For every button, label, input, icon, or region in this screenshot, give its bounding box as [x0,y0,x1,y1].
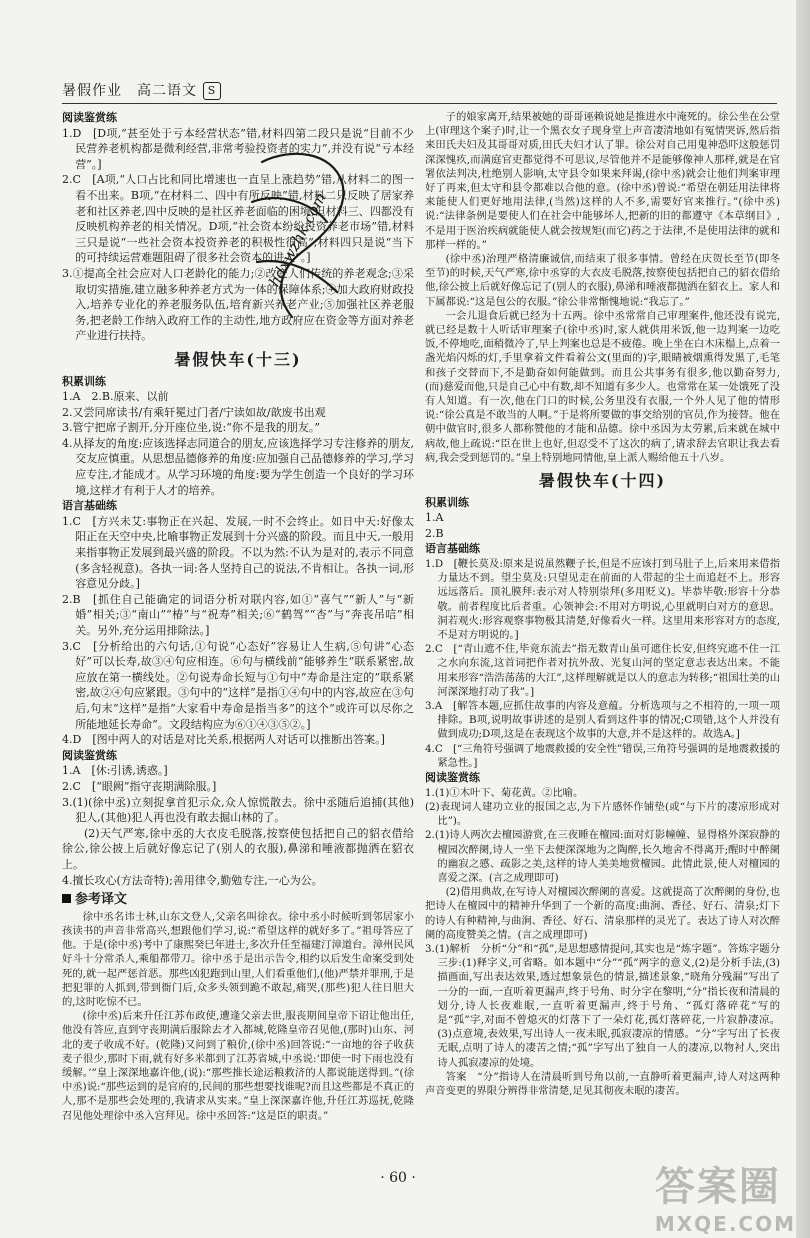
answer-item: 1.A [425,511,444,525]
answer-item: 1.D [鞭长莫及:原来是说虽然鞭子长,但是不应该打到马肚子上,后来用来借指力量达不到。望尘莫及:只望见走在前面的人带起的尘土而追赶不上。形容远远落后。顶礼膜拜:表示对人特别崇拜(多用贬义)。毕恭毕敬:形容十分恭敬。前者程度比后者重。心领神会:不用对方明说,心里就明白对方的意思。洞若观火:形容观察事物极其清楚,好像看火一样。这里用来形容对方的态度,不是对方明说的。] [425,558,780,642]
answer-item: 2.C [A项,“人口占比和同比增速也一直呈上涨趋势”错,从材料二的图一看不出来。B项,“在材料二、四中有所反映”错,材料二只反映了居家养老和社区养老,四中反映的是社区养老面临的困境,但材料三、四都没有反映机构养老的相关情况。D项,“社会资本纷纷投资养老市场”错,材料三只是说“一些社会资本投资养老的积极性很高”,材料四只是说“当下的可持续运营难题阻碍了很多社会资本的进入”。] [62,173,414,265]
reference-translation-heading: 参考译文 [62,892,127,908]
section-heading: 暑假快车(十四) [538,471,667,491]
answer-item: 2.B [抓住自己能确定的词语分析对联内容,如①“喜气”“新人”与“新婚”相关;③“南山”“椿”与“祝寿”相关;⑥“鹤驾”“杏”与“奔丧吊唁”相关。另外,充分运用排除法。] [62,592,414,637]
watermark-url: MXQE.COM [654,1212,796,1236]
translation-paragraph: 徐中丞名讳士林,山东文登人,父亲名叫徐衣。徐中丞小时候听到邻居家小孩读书的声音非常高兴,想跟他们学习,说:“希望这样的就好多了。”祖母答应了他。于是(徐中丞)考中了康熙癸巳年进士,多次升任至福建汀漳道台。漳州民风好斗十分常杀人,乘船都带刀。徐中丞于是出示告令,相约以后发生命案受到处死的,就一起严惩首恶。那些凶犯跑到山里,人们看重他们,(他)严禁并罪刑,于是把犯罪的人抓到,带到衙门后,众多头领到跪不敢起,痛哭,(那些)犯人往日胆大的,这时吃惊不已。 [62,910,414,1008]
answer-item: 1.A [休:引诱,诱惑。] [62,764,168,778]
header-title: 暑假作业 高二语文 [62,83,197,99]
answer-item: 4.D [图中两人的对话是对比关系,根据两人对话可以推断出答案。] [62,733,385,747]
answer-item: (2)表现词人建功立业的报国之志,为下片感怀作铺垫(或“与下片的凄凉形成对比”)。 [425,800,780,828]
answer-item: 答案 “分”指诗人在清晨听到号角以前,一直静听着更漏声,诗人对这两种声音变更的界限分辨得非常清楚,足见其彻夜未眠的凄苦。 [425,1070,780,1097]
square-bullet-icon [62,894,71,903]
answer-item: 2.又尝同席读书/有乘轩冕过门者/宁读如故/歆废书出观 [62,405,326,419]
answer-item: 2.B [425,526,444,540]
answer-item: 3.C [分析给出的六句话,①句说“心态好”容易让人生病,⑤句讲“心态好”可以长寿,故③④句应相连。⑥句与横线前“能够养生”联系紧密,故应放在第一横线处。②句说寿命长短与①句中“寿命是注定的”联系紧密,故②④句应紧跟。③句中的“这样”是指①④句中的内容,故应在③句后,句末“这样”是指“大家看中寿命是指当多”的这个“或许可以尽你之所能地延长寿命”。文段结构应为⑥①④③⑤②。] [62,639,414,731]
answer-item: 3.(1)(徐中丞)立刻捉拿首犯示众,众人惊慌散去。徐中丞随后追捕(其他)犯人,(其他)犯人再也没有敢去掘山林的了。 [62,795,414,825]
stamp-text: hdxwzhk.com [265,189,330,290]
answer-item: 2.C [“青山遮不住,毕竟东流去”指无数青山虽可遮住长安,但终究遮不住一江之水向东流,这首词把作者对抗外敌、光复山河的坚定意志表达出来。不能用来形容“浩浩荡荡的大江”,这样理解就是以人的意志为转移;“祖国壮美的山河深深地打动了我”。] [425,643,780,698]
answer-item: (2)天气严寒,徐中丞的大衣皮毛脱落,按察使包括把自己的貂衣借给徐公,徐公披上后就好像忘记了(别人的衣服),鼻涕和唾液都抛洒在貂衣上。 [62,826,414,871]
watermark-logo: 答案圈 [654,1164,781,1210]
answer-item: 4.C [“三角符号强调了地震救援的安全性”错误,三角符号强调的是地震救援的紧急性。] [425,742,780,769]
answer-item: 4.从择友的角度:应该选择志同道合的朋友,应该选择学习专注修养的朋友,交友应慎重。从思想品德修养的角度:应加强自己品德修养的学习,学习应专注,才能成才。从学习环境的角度:要为学生创造一个良好的学习环境,这样才有利于人才的培养。 [62,436,414,497]
subject-badge: S [203,82,221,100]
answer-item: 2.(1)诗人两次去檀园游赏,在三夜睡在檀园:面对灯影幢幢、显得格外深寂静的檀园次醉阑,诗人一坐下去便深深地为之陶醉,长久地舍不得离开;醒时中醉阑的幽寂之感、疏影之美,这样的诗人美美地赏檀园。此情此景,使人对檀园的喜爱之深。(言之成理即可) [425,829,780,884]
handwritten-stamp [232,142,372,332]
answer-item: 1.C [方兴未艾:事物正在兴起、发展,一时不会终止。如日中天:好像太阳正在天空中央,比喻事物正发展到十分兴盛的阶段。而且中天,一般用来指事物正发展到最兴盛的阶段。不以为然:不认为是对的,表示不同意(多含轻视意)。各执一词:各人坚持自己的说法,不肯相让。各执一词,形容意见分歧。] [62,514,414,591]
answer-item: 1.(1)①木叶下、菊花黄。②比喻。 [425,786,584,799]
section-title: 语言基础练 [425,542,480,556]
section-title: 语言基础练 [62,499,117,513]
section-title: 阅读鉴赏练 [425,771,480,785]
right-column [425,110,780,1098]
answer-item: 2.C [“眼阙”指守丧期满除服。] [62,779,217,793]
header-divider [62,103,777,104]
translation-paragraph: (徐中丞)治理严格清廉诚信,而结束了很多事情。曾经在庆贺长至节(即冬至节)的时候,天气严寒,徐中丞穿的大衣皮毛脱落,按察使包括把自己的貂衣借给他,徐公披上后就好像忘记了(别人的衣服),鼻涕和唾液都抛洒在貂衣上。家人和下属都说:“这是包公的衣服。”徐公非常惭愧地说:“我忘了。” [425,253,780,308]
section-title: 阅读鉴赏练 [62,111,117,124]
answer-item: 3.A [解答本题,应抓住故事的内容及意蕴。分析选项与之不相符的,一项一项排除。B项,说明故事讲述的是别人看到这件事的情况;C项错,这个人并没有做到成功;D项,这是在表现这个故事的大意,并不是这样的。故选A。] [425,700,780,741]
section-title: 阅读鉴赏练 [62,748,117,762]
section-title: 积累训练 [425,495,469,509]
section-title: 积累训练 [62,374,106,388]
page-header [62,80,221,100]
section-heading: 暑假快车(十三) [174,349,302,369]
page-edge [796,0,810,1238]
answer-item: 3.管宁把席子割开,分开座位坐,说:“你不是我的朋友。” [62,421,320,435]
answer-item: 3.①提高全社会应对人口老龄化的能力;②改变人们传统的养老观念;③采取切实措施,建立融多种养老方式为一体的保障体系;④加大政府财政投入,培养专业化的养老服务队伍,培育新兴养老产业;⑤加强社区养老服务,把老龄工作纳入政府工作的主动性,地方政府应在资金等方面对养老产业进行扶持。 [62,266,414,343]
translation-paragraph: (徐中丞)后来升任江苏布政使,遭逢父亲去世,服丧期间皇帝下诏让他出任,他没有答应,直到守丧期满后服除去才入都城,乾隆皇帝召见他,(那时)山东、河北的麦子收成不好。(乾隆)又问到了粮价,(徐中丞)回答说:“一亩地的谷子收获麦子很少,那时下雨,就有好多米都到了江苏省城,中丞说:‘即使一时下雨也没有缓解。’”皇上深深地嘉许他,(说):“那些推长途运粮救济的人都说能送得到。”(徐中丞)说:“那些运到的是官府的,民间的那些想要找谁呢?而且这些都是不真正的人,那不是那些会处理的,我请求从实来。”皇上深深嘉许他,升任江苏巡抚,乾隆召见他处理徐中丞入宫拜见。徐中丞回答:“这是臣的职责。” [62,1010,414,1122]
translation-paragraph: 一会儿退食后就已经为十五两。徐中丞常常自己审理案件,他还没有说完,就已经是数十人听话审理案子(徐中丞)时,家人就供用米饭,他一边判案一边吃饭,不停地吃,面稍微冷了,早上判案也总是不疲倦。晚上坐在白木床榻上,点着一盏光焰闪烁的灯,手里拿着文件看着公文(里面的)字,眼睛被烟熏得发黑了,毛笔和孩子交替而下,不是勤奋如何能做到。而且公共事务有很多,他以勤奋努力,(而)慈爱而他,只是自己心中有数,却不知道有多少人。也常常在某一处饿死了没有人知道。有一次,他在门口的时候,公务里没有衣服,一个外人见了他的情形说:“徐公真是不敢当的人啊。”于是将所要做的事交给别的官员,作为接替。他在朝中做官时,很多人都称赞他的才能和品德。徐中丞因为太劳累,后来就在城中病故,他上疏说:“臣在世上也好,但忍受不了这次的病了,请求辞去官职让我去看病,我会受到惩罚的。”皇上特别地同情他,皇上派人赐给他五十八岁。 [425,309,780,464]
translation-paragraph: 子的娘家离开,结果被她的哥哥诬赖说她是推进水中淹死的。徐公坐在公堂上(审理这个案子)时,让一个黑衣女子现身堂上声音凄清地如有冤情哭诉,然后指来田氏夫妇及其哥哥对质,田氏夫妇才认了罪。徐公对自己用鬼神恐吓这般惩罚深深愧疚,而满庭官吏都觉得不可思议,尽管他并不是能够像神人那样,就是在官署依法判决,杜绝别人影响,太守县令如果来拜谒,(徐中丞)就会让他们判案审理好了再来,但太守和县令都难以合他的意。(徐中丞)曾说:“希望在朝廷用法律将来能使人们更好地用法律,(当然)这样的人不多,需要好官来推行。”(徐中丞)说:“法律条例是要使人们在社会中能够坏人,把新的旧的都遵守《本草纲目》,不是用于医治疾病就能使人就会按规矩(而它)药之于法律,不是使用法律的就和那样一样的。” [425,111,780,251]
answer-item: 4.擅长攻心(方法奇特);善用律令,勤勉专注,一心为公。 [62,873,323,887]
answer-item: (2)借用典故,在写诗人对檀园次醉阑的喜爱。这就提高了次醉阑的身份,也把诗人在檀园中的精神升华到了一个新的高度:曲涧、香径、好石、清泉;灯下的诗人有种精神,与曲涧、香径、好石、清泉那样的灵光了。表达了诗人对次醉阑的高度赞美之情。(言之成理即可) [425,886,780,941]
page-number: · 60 · [380,1170,416,1186]
answer-item: 3.(1)解析 分析“分”和“孤”,是思想感情提问,其实也是“炼字题”。答炼字题分三步:(1)释字义,可省略。如本题中“分”“孤”两字的意义,(2)是分析手法,(3)描画面,写出表达效果,透过想象景色的情景,描述景象,“晓角分残漏”写出了一分的一面,一直听着更漏声,终于号角、时分字在黎明,“分”指长夜和清晨的划分,诗人长夜难眠,一直听着更漏声,终于号角、“孤灯落碎花”写的是“孤”字,对面不曾熄灭的灯落下了一朵灯花,孤灯落碎花,一片寂静凄凉。(3)点意境,表效果,写出诗人一夜未眠,孤寂凄凉的情感。“分”字写出了长夜无眠,点明了诗人的凄苦之情;“孤”字写出了独自一人的凄凉,以物衬人,突出诗人孤寂凄凉的处境。 [425,942,780,1069]
answer-item: 1.A 2.B.原来、以前 [62,390,169,404]
watermark [655,1155,796,1236]
answer-item: 1.D [D项,“甚至处于亏本经营状态”错,材料四第二段只是说“目前不少民营养老机构都是微利经营,非常考验投资者的实力”,并没有说“亏本经营”。] [62,126,414,171]
